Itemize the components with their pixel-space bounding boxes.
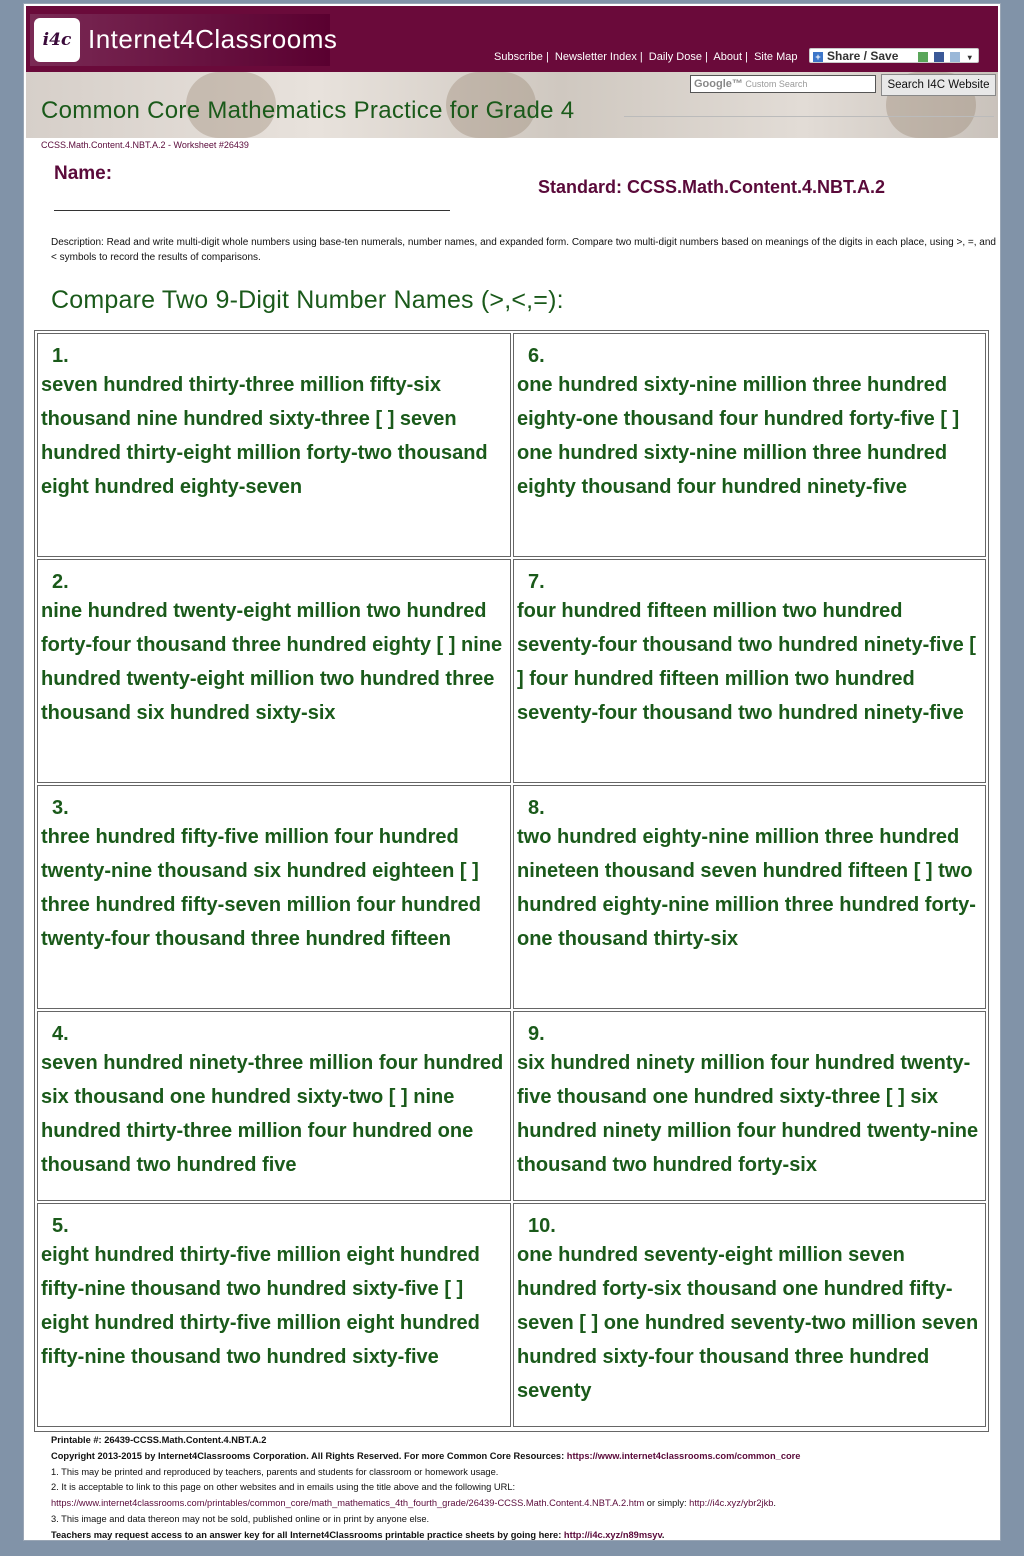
footer: [51, 1433, 991, 1544]
short-url-link[interactable]: http://i4c.xyz/ybr2jkb: [689, 1498, 774, 1509]
nav-about[interactable]: About |: [713, 51, 749, 63]
logo-text: Internet4Classrooms: [88, 24, 338, 54]
problem-cell: [513, 333, 986, 557]
twitter-icon: [950, 52, 960, 62]
copyright: [51, 1449, 991, 1465]
common-core-link[interactable]: https://www.internet4classrooms.com/common_core: [566, 1450, 801, 1461]
problem-cell: [37, 559, 511, 783]
chevron-down-icon: ▾: [967, 53, 972, 62]
usage-line-2: 2. It is acceptable to link to this page on other websites and in emails using the title above and the following URL:: [51, 1482, 516, 1493]
name-line: [54, 210, 450, 211]
search-brand: Google™: [694, 78, 743, 90]
standard-label: Standard: CCSS.Math.Content.4.NBT.A.2: [538, 177, 886, 197]
problem-number: 1.: [52, 345, 69, 367]
problem-text: one hundred seventy-eight million seven hundred forty-six thousand one hundred fifty-seven [ ] one hundred seventy-two million seven hundred sixty-four thousand three hundred seventy: [517, 1244, 979, 1402]
site-header: [26, 6, 998, 72]
problem-cell: [513, 785, 986, 1009]
url-line: https://www.internet4classrooms.com/printables/common_core/math_mathematics_4th_fourth_grade/26439-CCSS.Math.Content.4.NBT.A.2.htm or simply: http://i4c.xyz/ybr2jkb.: [51, 1498, 776, 1509]
search-placeholder: Custom Search: [745, 79, 808, 89]
problem-cell: [513, 559, 986, 783]
usage-line-3: 3. This image and data thereon may not be sold, published online or in print by anyone else.: [51, 1513, 430, 1524]
problem-cell: [37, 1203, 511, 1427]
problem-number: 5.: [52, 1215, 69, 1237]
nav-site-map[interactable]: Site Map: [754, 51, 798, 63]
problem-text: seven hundred thirty-three million fifty-six thousand nine hundred sixty-three [ ] seven hundred thirty-eight million forty-two thousand eight hundred eighty-seven: [41, 374, 488, 498]
problem-cell: [37, 1011, 511, 1201]
problem-number: 7.: [528, 571, 545, 593]
email-share-icon: [918, 52, 928, 62]
problem-grid: [34, 330, 989, 1432]
problem-cell: [37, 785, 511, 1009]
answer-key-text: Teachers may request access to an answer key for all Internet4Classrooms printable practice sheets by going here:: [51, 1529, 562, 1540]
answer-key-note: Teachers may request access to an answer key for all Internet4Classrooms printable practice sheets by going here: http://i4c.xyz/n89msyv.: [51, 1529, 665, 1540]
answer-key-link[interactable]: http://i4c.xyz/n89msyv: [563, 1529, 662, 1540]
problem-number: 3.: [52, 797, 69, 819]
description: Description: Read and write multi-digit whole numbers using base-ten numerals, number names, and expanded form. Compare two multi-digit numbers based on meanings of the digits in each place, using >, =, and < symbols to record the results of comparisons.: [51, 237, 996, 263]
section-title: Compare Two 9-Digit Number Names (>,<,=):: [51, 286, 564, 314]
problem-text: six hundred ninety million four hundred twenty-five thousand one hundred sixty-three [ ] six hundred ninety million four hundred twenty-nine thousand two hundred forty-six: [517, 1052, 979, 1176]
problem-number: 8.: [528, 797, 545, 819]
share-label: Share / Save: [827, 49, 899, 63]
problem-number: 6.: [528, 345, 545, 367]
problem-number: 4.: [52, 1023, 69, 1045]
problem-text: eight hundred thirty-five million eight hundred fifty-nine thousand two hundred sixty-five [ ] eight hundred thirty-five million eight hundred fifty-nine thousand two hundred sixty-five: [41, 1244, 480, 1368]
problem-cell: [37, 333, 511, 557]
problem-text: nine hundred twenty-eight million two hundred forty-four thousand three hundred eighty [ ] nine hundred twenty-eight million two hundred three thousand six hundred sixty-six: [41, 600, 503, 724]
page-title: Common Core Mathematics Practice for Grade 4: [41, 97, 575, 124]
problem-number: 9.: [528, 1023, 545, 1045]
breadcrumb: CCSS.Math.Content.4.NBT.A.2 - Worksheet #26439: [41, 140, 249, 150]
share-save-button[interactable]: [809, 48, 979, 63]
name-label: Name:: [54, 163, 113, 184]
copyright-text: Copyright 2013-2015 by Internet4Classrooms Corporation. All Rights Reserved. For more Common Core Resources:: [51, 1450, 565, 1461]
search-button[interactable]: Search I4C Website: [881, 74, 996, 96]
banner-divider: [624, 116, 994, 117]
nav-subscribe[interactable]: Subscribe |: [494, 51, 549, 63]
problem-cell: [513, 1203, 986, 1427]
logo-badge-icon: i4c: [34, 18, 80, 62]
problem-text: four hundred fifteen million two hundred seventy-four thousand two hundred ninety-five [ ] four hundred fifteen million two hundred seventy-four thousand two hundred ninety-five: [517, 600, 976, 724]
search-input[interactable]: [690, 75, 876, 93]
problem-text: seven hundred ninety-three million four hundred six thousand one hundred sixty-two [ ] nine hundred thirty-three million four hundred one thousand two hundred five: [41, 1052, 504, 1176]
worksheet-url-link[interactable]: https://www.internet4classrooms.com/printables/common_core/math_mathematics_4th_fourth_grade/26439-CCSS.Math.Content.4.NBT.A.2.htm: [51, 1498, 645, 1509]
problem-cell: [513, 1011, 986, 1201]
top-navigation: [494, 51, 801, 63]
problem-number: 10.: [528, 1215, 556, 1237]
worksheet-page: [23, 3, 1001, 1541]
facebook-icon: [934, 52, 944, 62]
printable-number: Printable #: 26439-CCSS.Math.Content.4.NBT.A.2: [51, 1435, 267, 1445]
site-logo[interactable]: [30, 14, 338, 66]
problem-text: two hundred eighty-nine million three hundred nineteen thousand seven hundred fifteen [ ] two hundred eighty-nine million three hundred forty-one thousand thirty-six: [517, 826, 976, 950]
nav-newsletter-index[interactable]: Newsletter Index |: [554, 51, 643, 63]
or-simply-text: or simply:: [644, 1498, 690, 1509]
problem-text: one hundred sixty-nine million three hundred eighty-one thousand four hundred forty-five [ ] one hundred sixty-nine million three hundred eighty thousand four hundred ninety-five: [517, 374, 960, 498]
nav-daily-dose[interactable]: Daily Dose |: [648, 51, 708, 63]
plus-icon: +: [813, 52, 823, 62]
usage-line-1: 1. This may be printed and reproduced by teachers, parents and students for classroom or homework usage.: [51, 1466, 499, 1477]
problem-text: three hundred fifty-five million four hundred twenty-nine thousand six hundred eighteen [ ] three hundred fifty-seven million four hundred twenty-four thousand three hundred fifteen: [41, 826, 482, 950]
problem-number: 2.: [52, 571, 69, 593]
